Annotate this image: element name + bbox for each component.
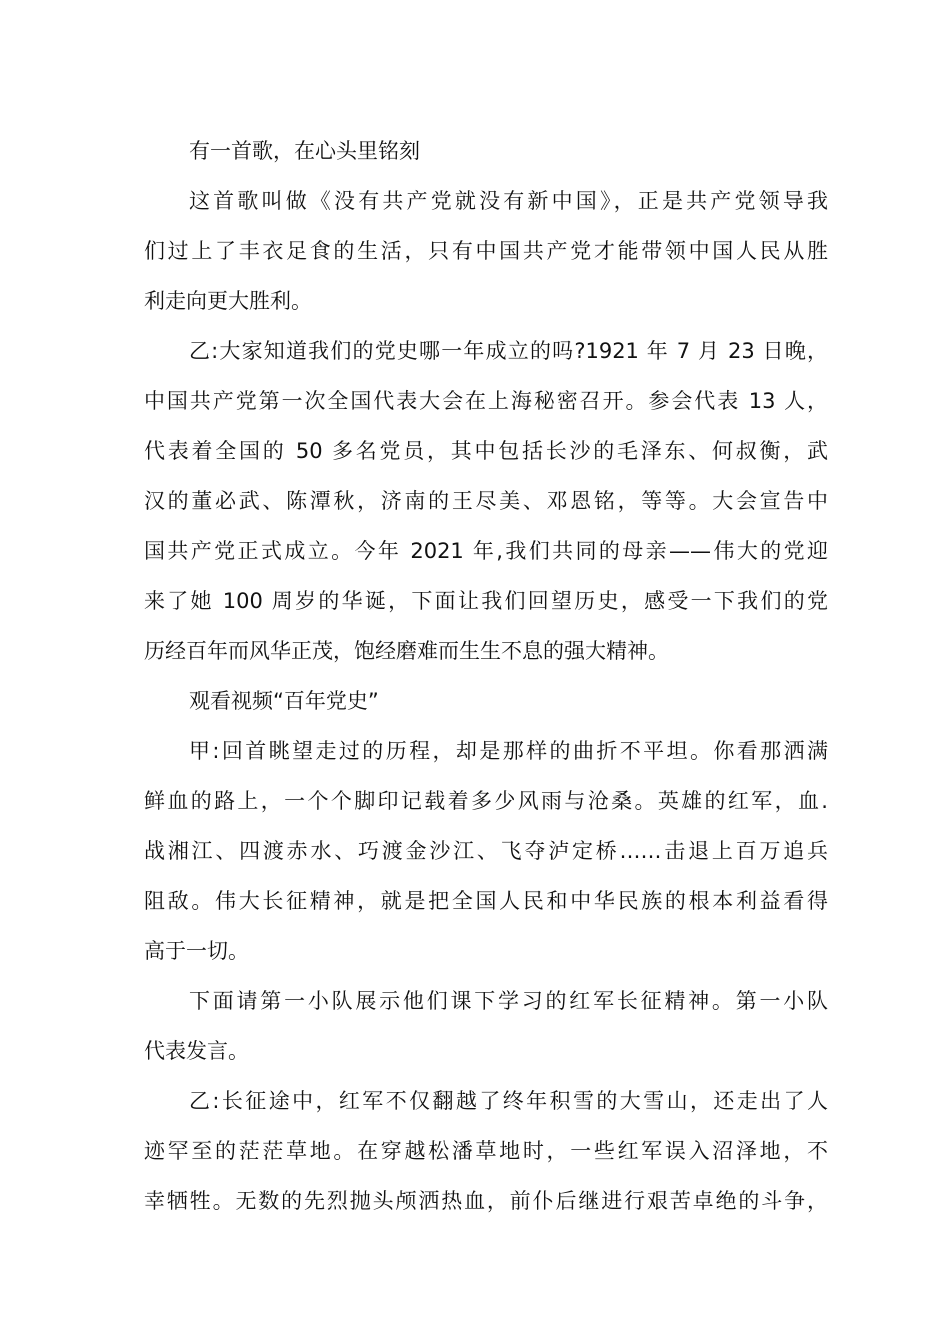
- text-line: 迹罕至的茫茫草地。在穿越松潘草地时，一些红军误入沼泽地，不: [144, 1139, 828, 1163]
- text-line: 阻敌。伟大长征精神，就是把全国人民和中华民族的根本利益看得: [144, 889, 828, 913]
- text-line: 这首歌叫做《没有共产党就没有新中国》，正是共产党领导我: [189, 189, 828, 213]
- text-line: 代表着全国的 50 多名党员，其中包括长沙的毛泽东、何叔衡，武: [144, 439, 828, 463]
- text-line: 中国共产党第一次全国代表大会在上海秘密召开。参会代表 13 人，: [144, 389, 828, 413]
- text-line: 观看视频“百年党史”: [189, 689, 379, 713]
- document-page: [144, 126, 828, 1226]
- text-line: 历经百年而风华正茂，饱经磨难而生生不息的强大精神。: [144, 639, 669, 663]
- text-line: 们过上了丰衣足食的生活，只有中国共产党才能带领中国人民从胜: [144, 239, 828, 263]
- text-line: 代表发言。: [144, 1039, 249, 1063]
- text-line: 来了她 100 周岁的华诞，下面让我们回望历史，感受一下我们的党: [144, 589, 828, 613]
- text-line: 乙:大家知道我们的党史哪一年成立的吗?1921 年 7 月 23 日晚，: [189, 339, 828, 363]
- text-line: 下面请第一小队展示他们课下学习的红军长征精神。第一小队: [189, 989, 828, 1013]
- text-line: 幸牺牲。无数的先烈抛头颅洒热血，前仆后继进行艰苦卓绝的斗争，: [144, 1189, 828, 1213]
- text-line: 汉的董必武、陈潭秋，济南的王尽美、邓恩铭，等等。大会宣告中: [144, 489, 828, 513]
- text-line: 国共产党正式成立。今年 2021 年,我们共同的母亲——伟大的党迎: [144, 539, 828, 563]
- text-line: 利走向更大胜利。: [144, 289, 312, 313]
- text-line: 战湘江、四渡赤水、巧渡金沙江、飞夺泸定桥……击退上百万追兵: [144, 839, 828, 863]
- text-line: 乙:长征途中，红军不仅翻越了终年积雪的大雪山，还走出了人: [189, 1089, 828, 1113]
- text-line: 鲜血的路上，一个个脚印记载着多少风雨与沧桑。英雄的红军，血.: [144, 789, 828, 813]
- text-line: 有一首歌，在心头里铭刻: [189, 139, 420, 163]
- text-line: 甲:回首眺望走过的历程，却是那样的曲折不平坦。你看那洒满: [189, 739, 828, 763]
- text-line: 高于一切。: [144, 939, 249, 963]
